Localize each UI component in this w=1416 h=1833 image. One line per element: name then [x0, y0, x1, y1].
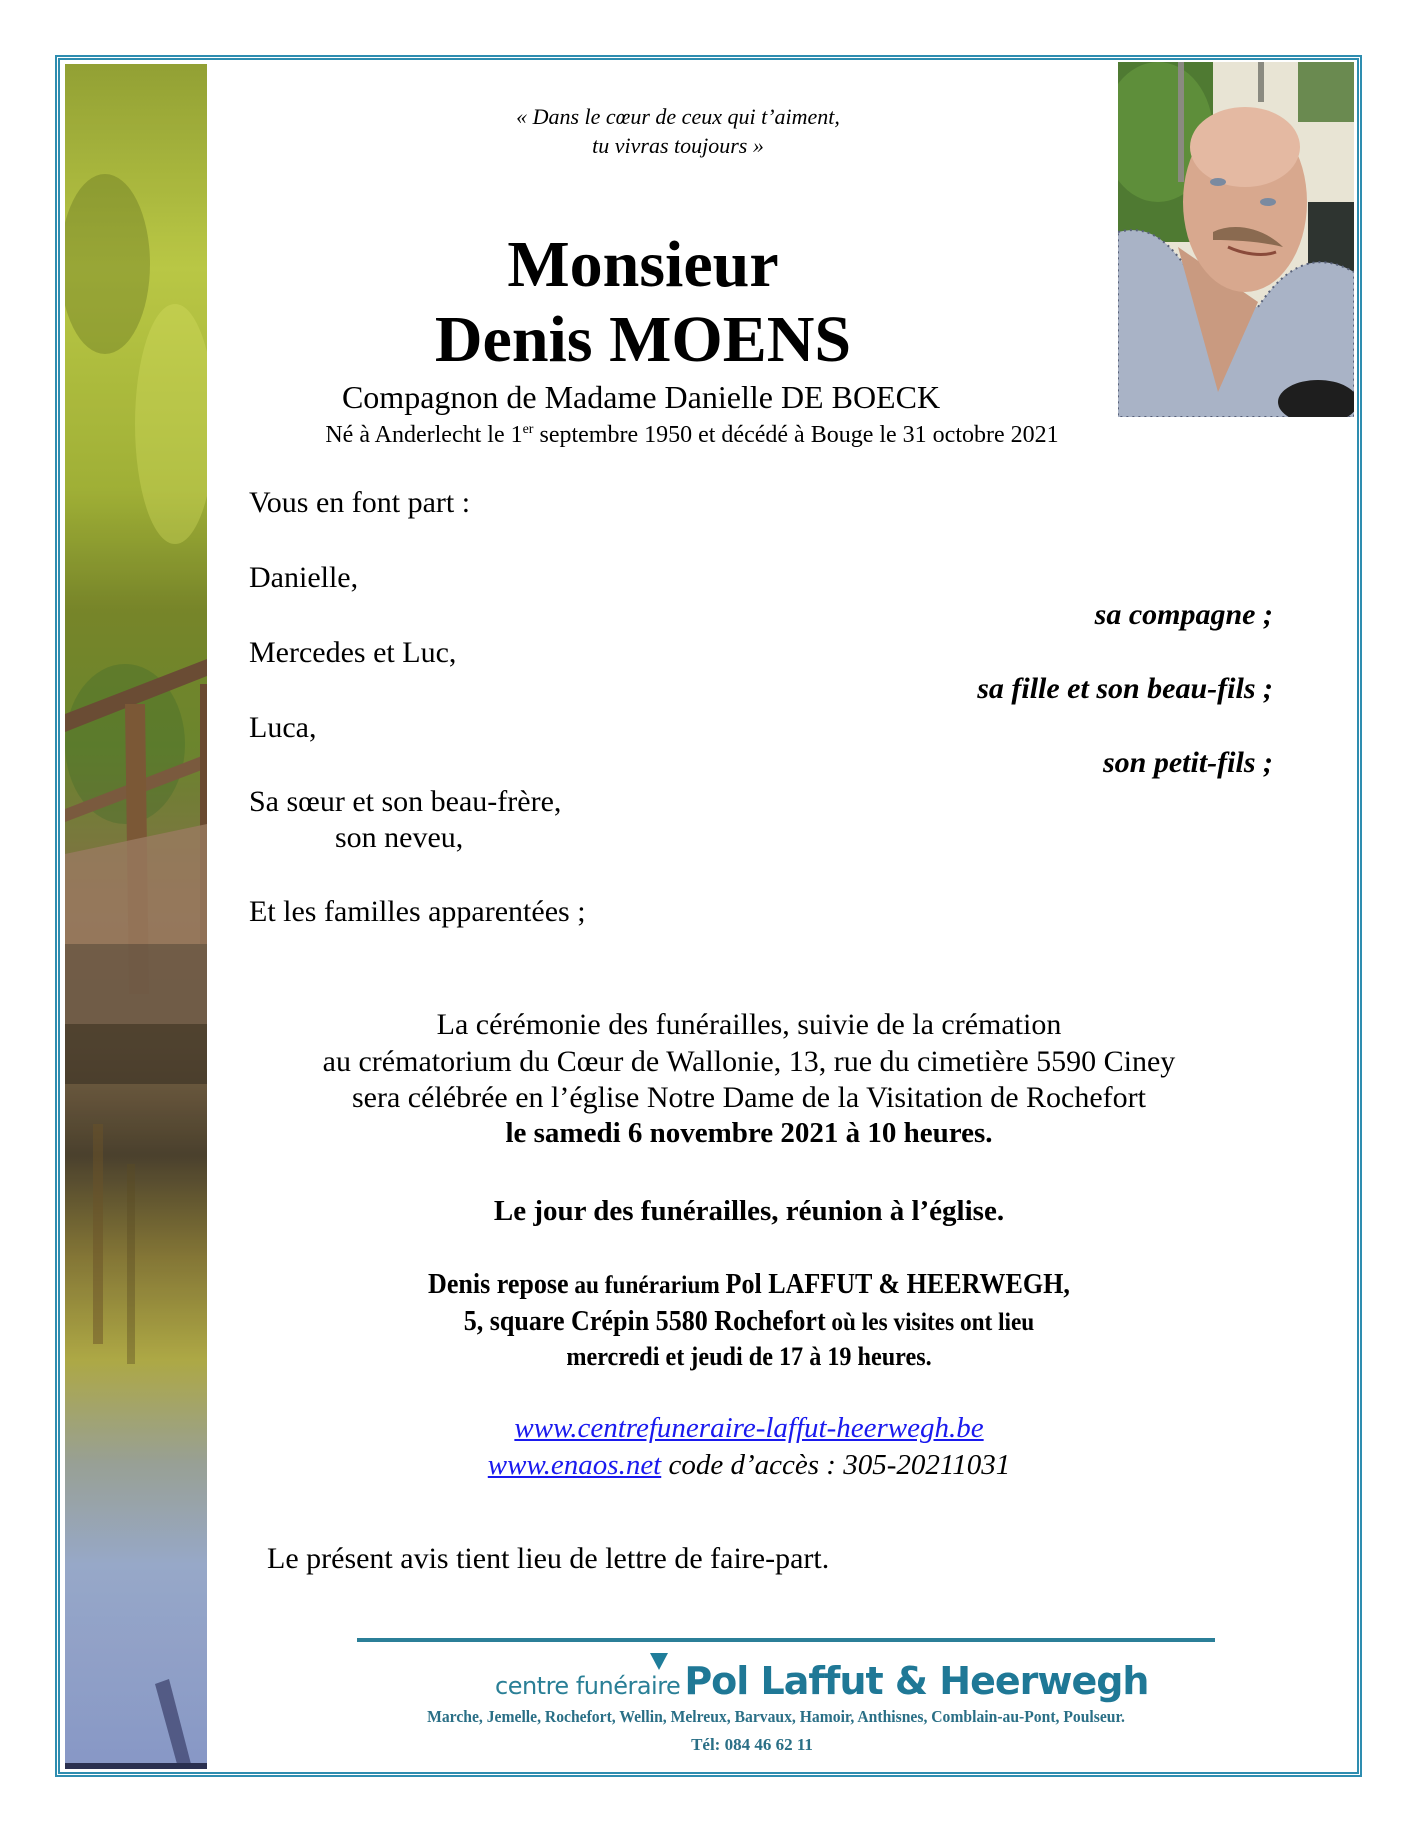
- garden-bridge-image-strip: [65, 64, 207, 1769]
- quote-line-2: tu vivras toujours »: [592, 133, 764, 158]
- portrait-photo: [1118, 62, 1354, 417]
- birth-death-text-end: septembre 1950 et décédé à Bouge le 31 octobre 2021: [533, 422, 1059, 448]
- birth-death-line: [242, 423, 1142, 447]
- closing-statement: Le présent avis tient lieu de lettre de faire-part.: [267, 1542, 830, 1575]
- companion-line: Compagnon de Madame Danielle DE BOECK: [341, 379, 941, 415]
- enaos-line: [249, 1451, 1249, 1480]
- funeral-home-name: Pol LAFFUT & HEERWEGH,: [725, 1269, 1070, 1300]
- repose-place-label: au funérarium: [568, 1272, 726, 1299]
- logo-small-text: centre funéraire: [495, 1672, 681, 1700]
- quote-line-1: « Dans le cœur de ceux qui t’aiment,: [516, 104, 840, 129]
- ceremony-date: le samedi 6 novembre 2021 à 10 heures.: [505, 1117, 993, 1149]
- enaos-link[interactable]: www.enaos.net: [487, 1449, 662, 1481]
- funeral-home-address: 5, square Crépin 5580 Rochefort: [463, 1306, 826, 1337]
- funeral-home-website-link[interactable]: www.centrefuneraire-laffut-heerwegh.be: [514, 1412, 984, 1444]
- ceremony-line-2: au crématorium du Cœur de Wallonie, 13, rue du cimetière 5590 Ciney: [322, 1045, 1176, 1078]
- footer-divider: [357, 1638, 1215, 1642]
- website-line: [249, 1414, 1249, 1443]
- ceremony-line-1: La cérémonie des funérailles, suivie de la crémation: [436, 1008, 1062, 1041]
- phone-number: Tél: 084 46 62 11: [691, 1735, 813, 1754]
- deceased-name: Denis MOENS: [434, 303, 852, 376]
- funeral-home-logo: [495, 1659, 1149, 1703]
- repose-line-1: [284, 1271, 1214, 1299]
- family-member-name: Danielle,: [249, 561, 359, 594]
- birth-death-text-start: Né à Anderlecht le 1: [325, 422, 523, 448]
- visiting-hours: mercredi et jeudi de 17 à 19 heures.: [566, 1342, 932, 1371]
- visits-label: où les visites ont lieu: [825, 1309, 1035, 1336]
- family-member-name: Mercedes et Luc,: [249, 636, 457, 669]
- repose-subject: Denis repose: [428, 1269, 569, 1300]
- sibling-line: Sa sœur et son beau-frère,: [249, 785, 562, 818]
- families-line: Et les familles apparentées ;: [249, 895, 586, 928]
- logo-brand-name: Pol Laffut & Heerwegh: [684, 1659, 1149, 1703]
- birth-death-superscript: er: [522, 422, 534, 437]
- repose-line-2: [284, 1308, 1214, 1336]
- branch-towns: Marche, Jemelle, Rochefort, Wellin, Melreux, Barvaux, Hamoir, Anthisnes, Comblain-au-Pont, Poulseur.: [427, 1707, 1125, 1726]
- gathering-line: Le jour des funérailles, réunion à l’église.: [493, 1195, 1005, 1227]
- family-member-relation: sa fille et son beau-fils ;: [977, 672, 1273, 705]
- family-member-relation: son petit-fils ;: [1103, 746, 1273, 779]
- honorific-title: Monsieur: [507, 228, 779, 301]
- family-member-name: Luca,: [249, 711, 317, 744]
- family-member-relation: sa compagne ;: [1094, 598, 1273, 631]
- nephew-line: son neveu,: [335, 821, 464, 854]
- announcers-intro: Vous en font part :: [249, 486, 471, 519]
- access-code: code d’accès : 305-20211031: [661, 1449, 1011, 1481]
- ceremony-line-3: sera célébrée en l’église Notre Dame de la Visitation de Rochefort: [352, 1081, 1146, 1114]
